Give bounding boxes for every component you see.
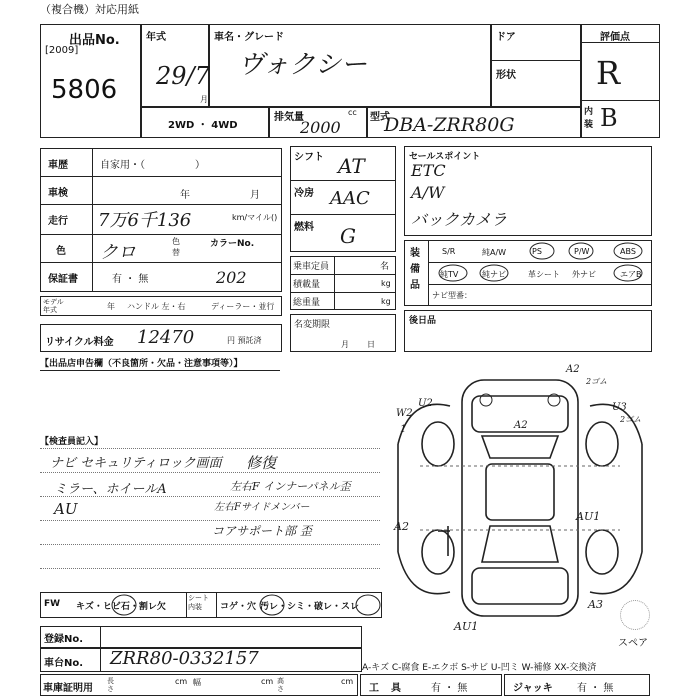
lot-box bbox=[40, 24, 142, 138]
inspector-line-0: ナビ セキュリティロック画面 bbox=[50, 456, 222, 471]
cond-4: 汚レ・シミ・破レ・スレ bbox=[260, 602, 360, 612]
inspector-line-2: ミラー、ホイールA bbox=[54, 482, 167, 497]
legend: A-キズ C-腐食 E-エクボ S-サビ U-凹ミ W-補修 XX-交換済 bbox=[362, 663, 597, 673]
displacement-value: 2000 bbox=[300, 118, 341, 137]
after-label: 後日品 bbox=[409, 316, 437, 326]
dim-1: cm bbox=[175, 677, 188, 686]
handle: ハンドル 左・右 bbox=[127, 302, 186, 311]
eq-r1-1: 純A/W bbox=[482, 248, 507, 257]
inspector-line-4: AU bbox=[54, 500, 78, 518]
grade-label: 評価点 bbox=[600, 32, 630, 43]
eq-r2-1: 純ナビ bbox=[482, 270, 506, 279]
year-unit: 月 bbox=[200, 95, 208, 104]
spare-tire-icon bbox=[620, 600, 650, 630]
dim-3: cm bbox=[261, 677, 274, 686]
inspector-line-6: コアサポート部 歪 bbox=[212, 524, 312, 538]
interior-label: 内装 bbox=[584, 107, 594, 130]
dim-0: 長さ bbox=[107, 677, 114, 693]
jack-row bbox=[504, 674, 650, 696]
recycle-value: 12470 bbox=[137, 327, 195, 348]
mark-9: AU1 bbox=[576, 510, 601, 523]
cond-3: コゲ・穴 bbox=[220, 602, 257, 612]
displacement-unit: cc bbox=[348, 108, 357, 117]
color-no-label: カラーNo. bbox=[210, 239, 255, 249]
cert-row bbox=[40, 674, 358, 696]
jack-label: ジャッキ bbox=[513, 683, 553, 694]
mark-7: 1 bbox=[400, 424, 407, 435]
mark-3: U2 bbox=[418, 398, 433, 409]
eq-r1-4: ABS bbox=[620, 247, 636, 256]
recycle-row bbox=[40, 324, 282, 352]
inspection-year: 年 bbox=[180, 190, 190, 201]
tool-row bbox=[360, 674, 502, 696]
fuel-label: 燃料 bbox=[294, 222, 314, 233]
year-label: 年式 bbox=[146, 32, 166, 43]
cond-1: キズ・ヒビ石・割レ欠 bbox=[76, 602, 166, 612]
mark-1: 2ゴム bbox=[586, 377, 608, 386]
grade-value: R bbox=[596, 54, 621, 92]
lot-year-tag: [2009] bbox=[45, 45, 79, 56]
recycle-label: リサイクル料金 bbox=[45, 337, 114, 348]
sales-line-2: A/W bbox=[411, 183, 445, 202]
mark-11: A3 bbox=[588, 598, 603, 611]
displacement-label: 排気量 bbox=[274, 112, 304, 123]
gross-label: 総重量 bbox=[293, 298, 321, 308]
mark-10: AU1 bbox=[454, 620, 479, 633]
color-side: 色替 bbox=[172, 237, 180, 257]
load-unit: kg bbox=[381, 279, 391, 288]
inspector-label: 【検査員記入】 bbox=[40, 437, 104, 447]
mark-0: A2 bbox=[566, 364, 580, 375]
capacity-label: 乗車定員 bbox=[293, 262, 330, 272]
inspection-month: 月 bbox=[250, 190, 260, 201]
model-code-label: 型式 bbox=[370, 112, 390, 123]
title-change-unit: 月日 bbox=[341, 340, 393, 349]
warranty-options: 有 ・ 無 bbox=[112, 274, 149, 285]
form-type: （複合機）対応用紙 bbox=[40, 3, 139, 16]
lot-number: 5806 bbox=[51, 75, 118, 105]
remarks-label: 【出品店申告欄（不良箇所・欠品・注意事項等）】 bbox=[40, 359, 243, 369]
ac-label: 冷房 bbox=[294, 188, 314, 199]
shape-label: 形状 bbox=[496, 70, 516, 81]
nav-label: ナビ型番： bbox=[432, 291, 472, 300]
shift-label: シフト bbox=[294, 152, 324, 163]
model-value: ヴォクシー bbox=[238, 50, 367, 80]
fuel-value: G bbox=[340, 224, 356, 248]
color-no-value: 202 bbox=[216, 268, 247, 287]
cond-2: シート内装 bbox=[188, 594, 209, 611]
lot-label: 出品No. bbox=[69, 33, 120, 48]
color-label: 色 bbox=[56, 246, 66, 257]
chassis-value: ZRR80-0332157 bbox=[110, 648, 259, 669]
eq-r1-0: S/R bbox=[442, 247, 456, 256]
after-box bbox=[404, 310, 652, 352]
equipment-circles bbox=[428, 240, 652, 284]
tool-options: 有 ・ 無 bbox=[431, 683, 468, 694]
model-code-value: DBA-ZRR80G bbox=[384, 114, 515, 136]
chassis-label: 車台No. bbox=[44, 658, 84, 669]
dim-2: 幅 bbox=[193, 678, 201, 687]
inspector-line-3: 左右F インナーパネル歪 bbox=[230, 480, 351, 493]
model-year-row bbox=[40, 296, 282, 316]
dim-5: cm bbox=[341, 677, 354, 686]
interior-value: B bbox=[600, 104, 618, 132]
mark-6: 2ゴム bbox=[620, 415, 642, 424]
dim-4: 高さ bbox=[277, 677, 284, 693]
history-value: 自家用・（ ） bbox=[100, 160, 205, 171]
model-year-label: モデル年式 bbox=[43, 298, 64, 314]
eq-r2-2: 革シート bbox=[528, 270, 560, 279]
ac-value: AAC bbox=[330, 188, 370, 209]
model-label: 車名・グレード bbox=[214, 32, 284, 43]
warranty-label: 保証書 bbox=[48, 274, 78, 285]
reg-row bbox=[40, 626, 362, 648]
equipment-label: 装備品 bbox=[410, 248, 420, 291]
mark-8: A2 bbox=[394, 520, 409, 533]
spare-label: スペア bbox=[618, 638, 648, 649]
mark-4: A2 bbox=[514, 420, 528, 431]
eq-r2-4: エアB bbox=[620, 270, 642, 279]
mileage-label: 走行 bbox=[48, 216, 68, 227]
sales-line-1: ETC bbox=[411, 161, 446, 180]
cond-0: FW bbox=[44, 599, 61, 609]
recycle-unit: 円 預託済 bbox=[227, 336, 262, 345]
load-label: 積載量 bbox=[293, 280, 321, 290]
mark-2: W2 bbox=[396, 408, 413, 419]
door-label: ドア bbox=[496, 32, 516, 43]
eq-r1-3: P/W bbox=[574, 247, 590, 256]
model-year-unit: 年 bbox=[107, 302, 115, 311]
title-change-label: 名変期限 bbox=[294, 320, 331, 330]
condition-circles bbox=[40, 592, 382, 618]
capacity-unit: 名 bbox=[380, 262, 390, 272]
mileage-unit: km/マイル() bbox=[232, 213, 278, 222]
drive-options: 2WD ・ 4WD bbox=[168, 120, 238, 131]
inspector-line-5: 左右Fサイドメンバー bbox=[214, 502, 310, 513]
eq-r2-0: 純TV bbox=[440, 270, 459, 279]
history-label: 車歴 bbox=[48, 160, 68, 171]
sales-point-box bbox=[404, 146, 652, 236]
tool-label: 工具 bbox=[369, 683, 413, 694]
eq-r1-2: PS bbox=[532, 247, 542, 256]
mark-5: U3 bbox=[612, 402, 627, 413]
cert-label: 車庫証明用 bbox=[43, 683, 93, 694]
reg-label: 登録No. bbox=[44, 634, 84, 645]
sales-point-label: セールスポイント bbox=[409, 152, 481, 162]
jack-options: 有 ・ 無 bbox=[577, 683, 614, 694]
eq-r2-3: 外ナビ bbox=[572, 270, 596, 279]
color-value: クロ bbox=[100, 242, 136, 263]
gross-unit: kg bbox=[381, 297, 391, 306]
sales-line-3: バックカメラ bbox=[411, 210, 508, 229]
inspection-label: 車検 bbox=[48, 188, 68, 199]
shift-value: AT bbox=[338, 154, 365, 178]
mileage-value: 7万6千136 bbox=[98, 210, 192, 231]
dealer: ディーラー・並行 bbox=[211, 302, 275, 311]
title-change-box bbox=[290, 314, 396, 352]
inspector-line-1: 修復 bbox=[246, 454, 277, 472]
year-value: 29/7 bbox=[156, 62, 210, 90]
